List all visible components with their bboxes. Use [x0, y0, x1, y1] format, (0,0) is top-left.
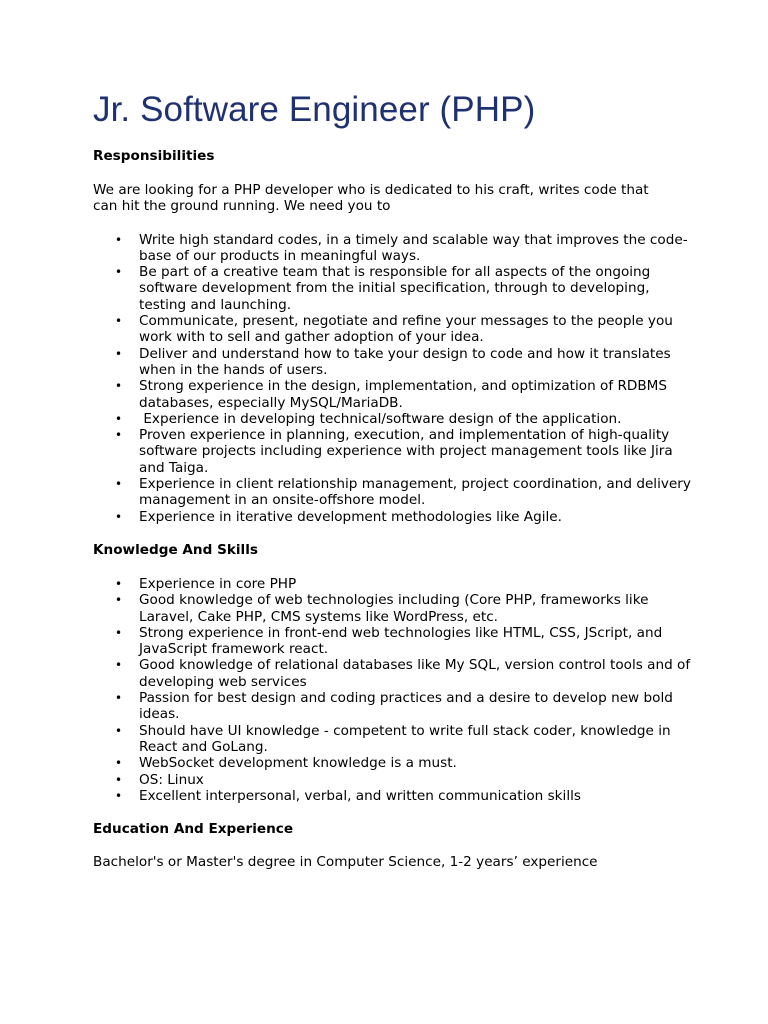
bullet-icon: • [115, 756, 123, 771]
knowledge-list [93, 576, 693, 804]
list-item: • Good knowledge of relational databases like My SQL, version control tools and of developing web services [115, 657, 691, 690]
bullet-icon: • [115, 593, 123, 608]
bullet-icon: • [115, 379, 123, 394]
bullet-icon: • [115, 691, 123, 706]
education-text: Bachelor's or Master's degree in Computer Science, 1-2 years’ experience [93, 854, 598, 871]
job-description [93, 86, 693, 870]
bullet-icon: • [115, 509, 123, 524]
list-item: • Good knowledge of web technologies including (Core PHP, frameworks like Laravel, Cake PHP, CMS systems like WordPress, etc. [115, 592, 649, 625]
knowledge-heading: Knowledge And Skills [93, 541, 258, 558]
list-item: • Be part of a creative team that is responsible for all aspects of the ongoing software development from the initial specification, through to developing, testing and launching. [115, 264, 651, 313]
list-item: • Experience in core PHP [115, 575, 297, 592]
page-title: Jr. Software Engineer (PHP) [93, 90, 536, 129]
bullet-icon: • [115, 411, 123, 426]
list-item: • Write high standard codes, in a timely and scalable way that improves the code-base of our products in meaningful ways. [115, 231, 688, 264]
list-item: • Excellent interpersonal, verbal, and written communication skills [115, 787, 581, 804]
bullet-icon: • [115, 477, 123, 492]
list-item: • Strong experience in front-end web technologies like HTML, CSS, JScript, and JavaScript framework react. [115, 624, 663, 658]
bullet-icon: • [115, 576, 123, 591]
education-heading: Education And Experience [93, 821, 294, 838]
list-item: • Communicate, present, negotiate and refine your messages to the people you work with to sell and gather adoption of your idea. [115, 313, 673, 346]
list-item: • Proven experience in planning, execution, and implementation of high-quality software projects including experience with project management tools like Jira and Taiga. [115, 427, 673, 476]
list-item: • Should have UI knowledge - competent to write full stack coder, knowledge in React and GoLang. [115, 722, 671, 755]
list-item: • Strong experience in the design, implementation, and optimization of RDBMS databases, especially MySQL/MariaDB. [115, 378, 668, 411]
bullet-icon: • [115, 625, 123, 640]
bullet-icon: • [115, 346, 123, 361]
bullet-icon: • [115, 428, 123, 443]
list-item: • OS: Linux [115, 771, 204, 788]
bullet-icon: • [115, 723, 123, 738]
responsibilities-intro: We are looking for a PHP developer who is dedicated to his craft, writes code that can hit the ground running. We need you to [93, 182, 649, 215]
responsibilities-heading: Responsibilities [93, 148, 215, 164]
list-item: • Experience in iterative development methodologies like Agile. [115, 508, 562, 525]
bullet-icon: • [115, 314, 123, 329]
list-item: • Experience in developing technical/software design of the application. [115, 410, 622, 427]
bullet-icon: • [115, 772, 123, 787]
responsibilities-list [93, 232, 693, 525]
list-item: • Experience in client relationship management, project coordination, and delivery management in an onsite-offshore model. [115, 476, 691, 509]
bullet-icon: • [115, 658, 123, 673]
list-item: • WebSocket development knowledge is a must. [115, 755, 457, 772]
bullet-icon: • [115, 265, 123, 280]
bullet-icon: • [115, 788, 123, 803]
list-item: • Deliver and understand how to take your design to code and how it translates when in the hands of users. [115, 345, 671, 378]
bullet-icon: • [115, 232, 123, 247]
list-item: • Passion for best design and coding practices and a desire to develop new bold ideas. [115, 690, 673, 723]
